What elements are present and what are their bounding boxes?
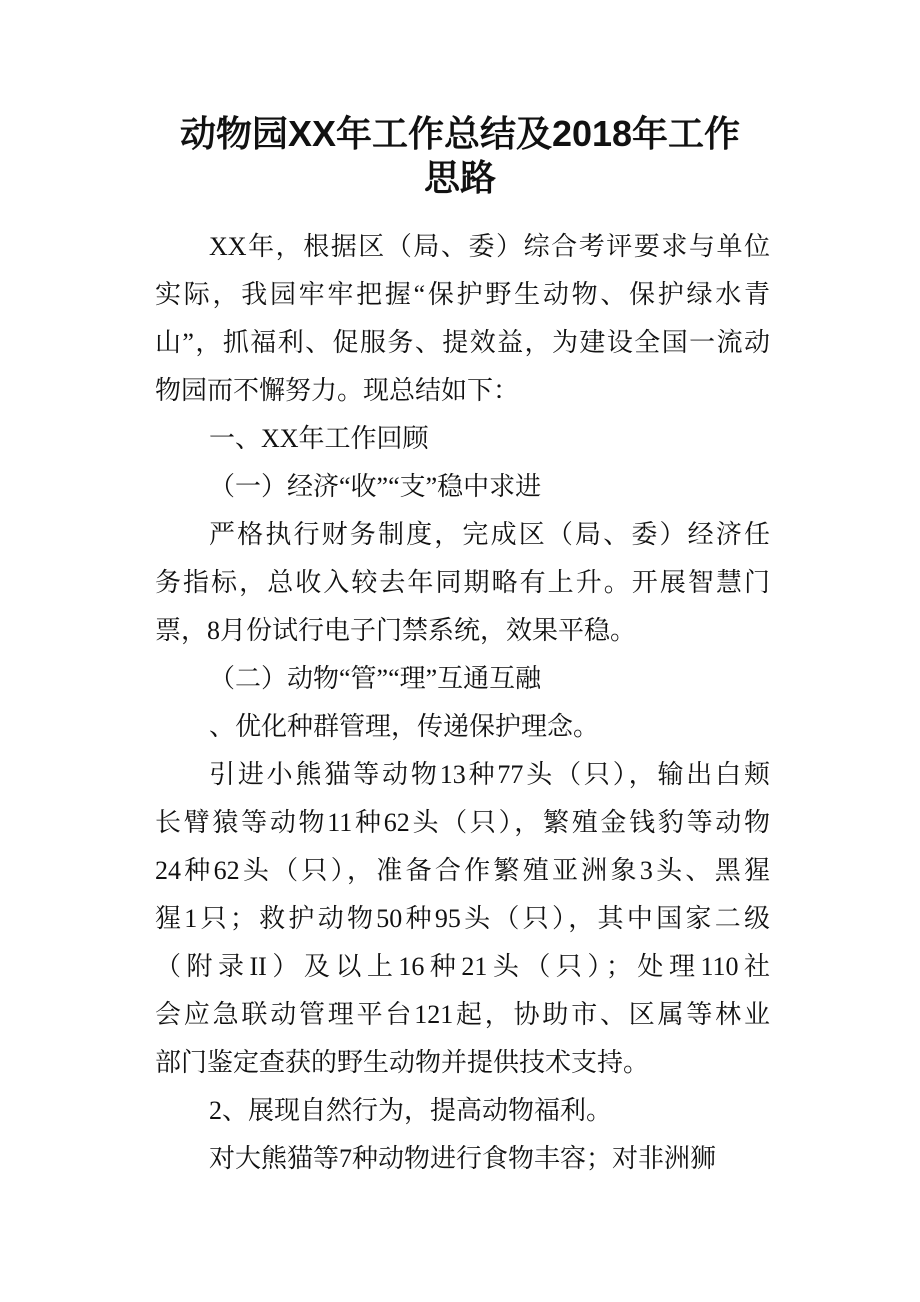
paragraph-line: 物园而不懈努力。现总结如下： — [155, 376, 520, 405]
paragraph-line: 会应急联动管理平台121起，协助市、区属等林业 — [155, 1000, 770, 1029]
document-title — [0, 112, 920, 200]
document-body — [155, 223, 770, 1183]
paragraph-line: 长臂猿等动物11种62头（只），繁殖金钱豹等动物 — [155, 808, 770, 837]
paragraph-line: 、优化种群管理，传递保护理念。 — [209, 712, 600, 741]
paragraph-line: 部门鉴定查获的野生动物并提供技术支持。 — [155, 1048, 650, 1077]
subsection-heading: （二）动物“管”“理”互通互融 — [209, 664, 542, 693]
paragraph-line: 24种62头（只），准备合作繁殖亚洲象3头、黑猩 — [155, 856, 770, 885]
paragraph-line: 猩1只；救护动物50种95头（只），其中国家二级 — [155, 904, 770, 933]
paragraph-line: 务指标，总收入较去年同期略有上升。开展智慧门 — [155, 568, 770, 597]
section-heading: 一、XX年工作回顾 — [209, 424, 429, 453]
paragraph-line: 山”，抓福利、促服务、提效益，为建设全国一流动 — [155, 328, 770, 357]
paragraph-line: XX年，根据区（局、委）综合考评要求与单位 — [209, 232, 770, 261]
paragraph-line: 对大熊猫等7种动物进行食物丰容；对非洲狮 — [209, 1144, 717, 1173]
paragraph-line: 严格执行财务制度，完成区（局、委）经济任 — [209, 520, 770, 549]
paragraph-line: 票，8月份试行电子门禁系统，效果平稳。 — [155, 616, 637, 645]
title-line-2: 思路 — [423, 157, 496, 198]
paragraph-line: （附录II）及以上16种21头（只）；处理110社 — [155, 952, 770, 981]
subsection-heading: （一）经济“收”“支”稳中求进 — [209, 472, 542, 501]
paragraph-line: 引进小熊猫等动物13种77头（只），输出白颊 — [209, 760, 770, 789]
paragraph-line: 实际，我园牢牢把握“保护野生动物、保护绿水青 — [155, 280, 770, 309]
title-line-1: 动物园XX年工作总结及2018年工作 — [179, 113, 741, 154]
subsection-heading: 2、展现自然行为，提高动物福利。 — [209, 1096, 613, 1125]
